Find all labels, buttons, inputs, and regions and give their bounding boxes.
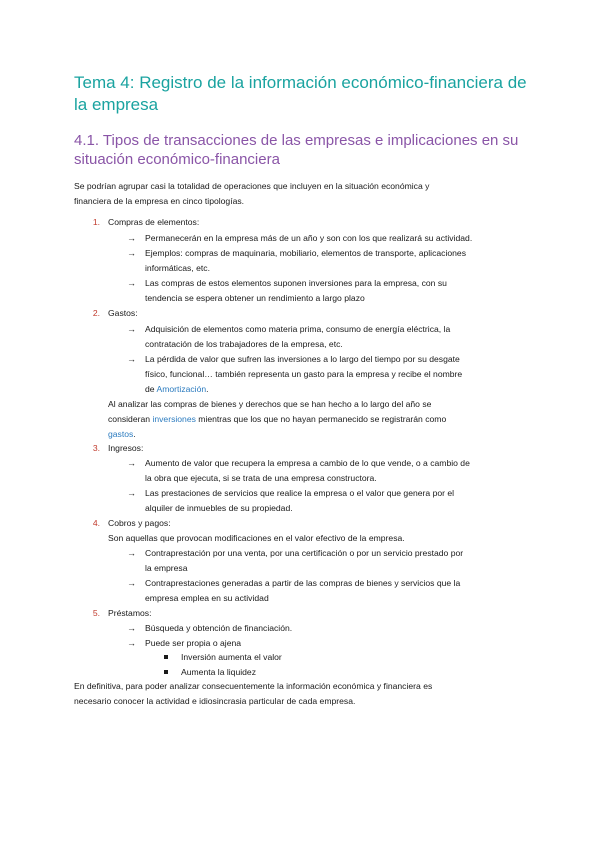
square-bullet-icon (164, 655, 168, 659)
list-item-label: Préstamos: (108, 608, 152, 618)
list-number: 2. (92, 308, 100, 318)
bullet-text: la empresa (145, 563, 188, 573)
bullet-text: alquiler de inmuebles de su propiedad. (145, 503, 293, 513)
bullet-text: La pérdida de valor que sufren las inversiones a lo largo del tiempo por su desgate (145, 354, 460, 364)
bullet-text: Las prestaciones de servicios que realice la empresa o el valor que genera por el (145, 488, 455, 498)
item-description: Son aquellas que provocan modificaciones en el valor efectivo de la empresa. (108, 533, 405, 543)
arrow-icon: → (127, 458, 136, 468)
list-item-label: Ingresos: (108, 443, 144, 453)
bullet-text: Contraprestación por una venta, por una certificación o por un servicio prestado por (145, 548, 464, 558)
inversiones-link[interactable]: inversiones (152, 414, 196, 424)
arrow-icon: → (127, 578, 136, 588)
title-line-1: Tema 4: Registro de la información económico-financiera de (74, 73, 527, 92)
arrow-icon: → (127, 548, 136, 558)
bullet-text: Puede ser propia o ajena (145, 638, 242, 648)
section-heading (74, 131, 544, 169)
bullet-text-with-link: de Amortización. (145, 384, 209, 394)
bullet-text: la obra que ejecuta, si se trata de una empresa constructora. (145, 473, 377, 483)
note-line-1: Al analizar las compras de bienes y derechos que se han hecho a lo largo del año se (108, 399, 432, 409)
list-item-label: Compras de elementos: (108, 217, 200, 227)
bullet-text: informáticas, etc. (145, 263, 210, 273)
list-item-label: Cobros y pagos: (108, 518, 171, 528)
bullet-text: tendencia se espera obtener un rendimiento a largo plazo (145, 293, 365, 303)
arrow-icon: → (127, 638, 136, 648)
subtitle-line-1: 4.1. Tipos de transacciones de las empresas e implicaciones en su (74, 132, 519, 149)
bullet-text: contratación de los trabajadores de la empresa, etc. (145, 339, 343, 349)
note-line-3: gastos. (108, 429, 136, 439)
bullet-text: Búsqueda y obtención de financiación. (145, 623, 293, 633)
conclusion-line-1: En definitiva, para poder analizar consecuentemente la información económica y financiera es (74, 681, 433, 691)
list-item-label: Gastos: (108, 308, 138, 318)
sub-bullet-text: Aumenta la liquidez (181, 667, 257, 677)
square-bullet-icon (164, 670, 168, 674)
bullet-text: físico, funcional… también representa un gasto para la empresa y recibe el nombre (145, 369, 463, 379)
list-number: 4. (92, 518, 100, 528)
gastos-link[interactable]: gastos (108, 429, 134, 439)
bullet-text: Las compras de estos elementos suponen inversiones para la empresa, con su (145, 278, 447, 288)
subtitle-line-2: situación económico-financiera (74, 151, 280, 168)
sub-bullet-text: Inversión aumenta el valor (181, 652, 282, 662)
bullet-text: Ejemplos: compras de maquinaria, mobiliario, elementos de transporte, aplicaciones (145, 248, 466, 258)
intro-line-1: Se podrían agrupar casi la totalidad de operaciones que incluyen en la situación económica y (74, 181, 430, 191)
bullet-text: empresa emplea en su actividad (145, 593, 269, 603)
arrow-icon: → (127, 278, 136, 288)
arrow-icon: → (127, 233, 136, 243)
arrow-icon: → (127, 248, 136, 258)
arrow-icon: → (127, 324, 136, 334)
list-number: 5. (92, 608, 100, 618)
amortizacion-link[interactable]: Amortización (156, 384, 207, 394)
arrow-icon: → (127, 488, 136, 498)
conclusion-line-2: necesario conocer la actividad e idiosincrasia particular de cada empresa. (74, 696, 356, 706)
page-title (74, 72, 544, 116)
arrow-icon: → (127, 354, 136, 364)
title-line-2: la empresa (74, 95, 159, 114)
bullet-text: Contraprestaciones generadas a partir de las compras de bienes y servicios que la (145, 578, 461, 588)
intro-line-2: financiera de la empresa en cinco tipologías. (74, 196, 245, 206)
bullet-text: Adquisición de elementos como materia prima, consumo de energía eléctrica, la (145, 324, 451, 334)
list-number: 1. (92, 217, 100, 227)
list-number: 3. (92, 443, 100, 453)
arrow-icon: → (127, 623, 136, 633)
bullet-text: Permanecerán en la empresa más de un año y son con los que realizará su actividad. (145, 233, 473, 243)
bullet-text: Aumento de valor que recupera la empresa a cambio de lo que vende, o a cambio de (145, 458, 470, 468)
note-line-2: consideran inversiones mientras que los que no hayan permanecido se registrarán como (108, 414, 447, 424)
